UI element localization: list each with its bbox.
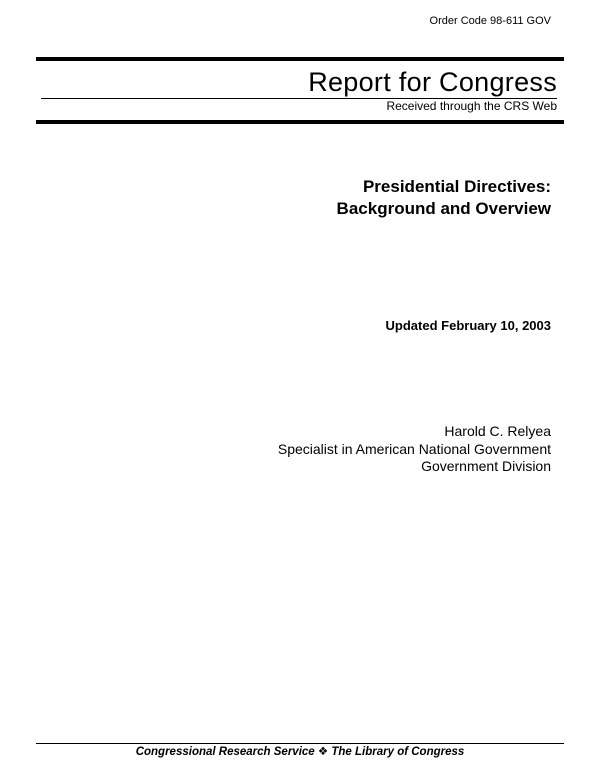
footer-rule bbox=[36, 743, 564, 744]
footer-text: Congressional Research Service ❖ The Library of Congress bbox=[135, 746, 465, 758]
document-title-line-2: Background and Overview bbox=[336, 199, 551, 218]
author-division: Government Division bbox=[421, 458, 551, 474]
author-block bbox=[278, 423, 551, 476]
author-position: Specialist in American National Government bbox=[277, 440, 551, 457]
header-top-rule bbox=[36, 57, 564, 61]
received-line: Received through the CRS Web bbox=[386, 99, 557, 113]
report-title: Report for Congress bbox=[308, 67, 557, 97]
document-title-line-1: Presidential Directives: bbox=[362, 177, 551, 196]
order-code: Order Code 98-611 GOV bbox=[429, 15, 551, 27]
updated-date: Updated February 10, 2003 bbox=[385, 318, 551, 333]
author-name: Harold C. Relyea bbox=[444, 423, 551, 439]
header-bottom-rule bbox=[36, 120, 564, 124]
document-title bbox=[337, 176, 551, 220]
